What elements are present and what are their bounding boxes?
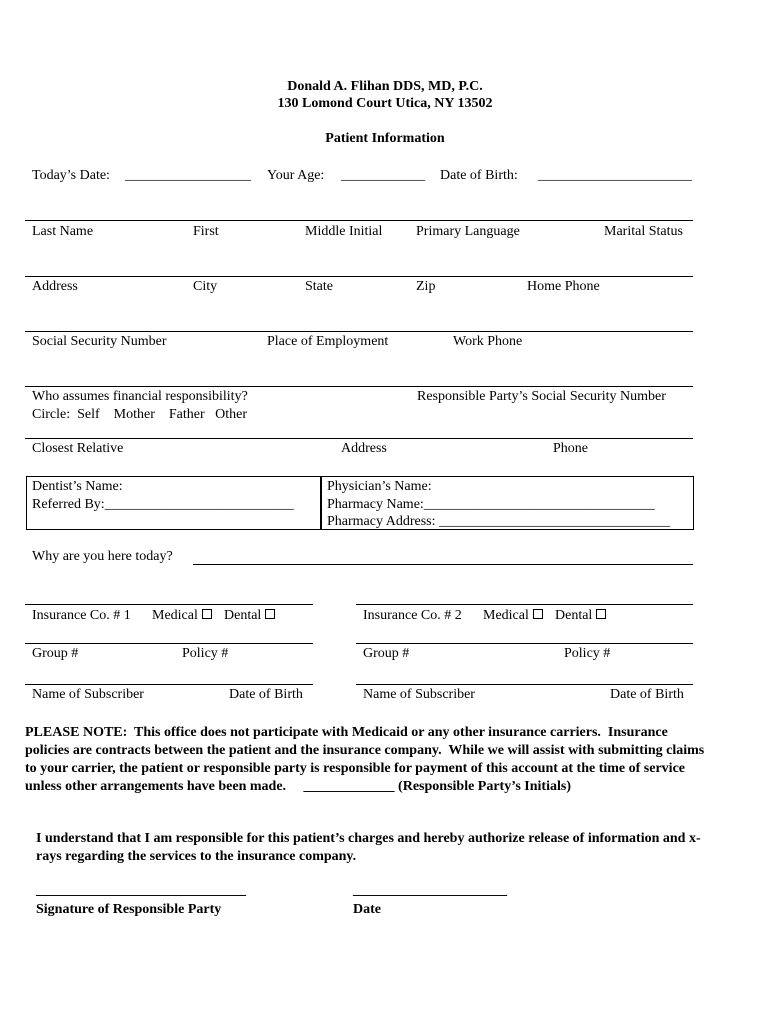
insurance-notice: PLEASE NOTE: This office does not participate with Medicaid or any other insurance carriers. Insurance policies are contracts between the patient and the insurance company. While we will assist with submitting claims to your carrier, the patient or responsible party is responsible for payment of this account at the time of service unless other arrangements have been made. _____________ (Responsible Party’s Initials) — [25, 725, 708, 794]
relative-phone-label: Phone — [553, 441, 588, 456]
primary-language-label: Primary Language — [416, 224, 520, 239]
responsible-ssn-label: Responsible Party’s Social Security Number — [417, 389, 666, 404]
insurance2-dental-option[interactable] — [555, 609, 606, 623]
insurance1-policy-label: Policy # — [182, 646, 229, 661]
insurance1-medical-option[interactable] — [152, 609, 212, 623]
insurance2-group-label: Group # — [363, 646, 410, 661]
date-line[interactable]: ______________________ — [353, 883, 507, 898]
ssn-input-line[interactable] — [25, 331, 693, 332]
todays-date-label: Today’s Date: — [32, 168, 110, 183]
dob-field[interactable]: ______________________ — [538, 168, 692, 183]
insurance2-line[interactable] — [356, 643, 693, 644]
home-phone-label: Home Phone — [527, 279, 600, 294]
insurance1-subscriber-label: Name of Subscriber — [32, 687, 144, 702]
name-input-line[interactable] — [25, 220, 693, 221]
referred-by-field[interactable]: Referred By:___________________________ — [32, 497, 294, 512]
work-phone-label: Work Phone — [453, 334, 523, 349]
date-label: Date — [353, 902, 381, 917]
signature-line[interactable]: ______________________________ — [36, 883, 246, 898]
insurance1-dental-option[interactable] — [224, 609, 275, 623]
employment-label: Place of Employment — [267, 334, 389, 349]
city-label: City — [193, 279, 218, 294]
physician-name-label[interactable]: Physician’s Name: — [327, 479, 432, 494]
closest-relative-label: Closest Relative — [32, 441, 124, 456]
insurance2-policy-label: Policy # — [564, 646, 611, 661]
address-input-line[interactable] — [25, 276, 693, 277]
your-age-field[interactable]: ____________ — [341, 168, 425, 183]
todays-date-field[interactable]: __________________ — [125, 168, 251, 183]
dob-label: Date of Birth: — [440, 168, 518, 183]
practice-address: 130 Lomond Court Utica, NY 13502 — [277, 96, 493, 111]
insurance1-line[interactable] — [25, 643, 313, 644]
circle-options[interactable]: Circle: Self Mother Father Other — [32, 407, 248, 422]
insurance2-group-line[interactable] — [356, 684, 693, 685]
last-name-label: Last Name — [32, 224, 94, 239]
form-title: Patient Information — [325, 131, 445, 146]
insurance1-dob-label: Date of Birth — [229, 687, 303, 702]
insurance2-dental-label: Dental — [555, 608, 593, 623]
insurance1-top-line — [25, 604, 313, 605]
insurance1-group-label: Group # — [32, 646, 79, 661]
insurance2-top-line — [356, 604, 693, 605]
insurance1-medical-label: Medical — [152, 608, 198, 623]
checkbox-icon[interactable] — [265, 609, 275, 619]
middle-initial-label: Middle Initial — [305, 224, 383, 239]
checkbox-icon[interactable] — [596, 609, 606, 619]
why-here-label: Why are you here today? — [32, 549, 173, 564]
authorization-statement: I understand that I am responsible for this patient’s charges and hereby authorize release of information and x-rays regarding the services to the insurance company. — [36, 831, 701, 864]
address-label: Address — [32, 279, 78, 294]
practice-name: Donald A. Flihan DDS, MD, P.C. — [287, 79, 483, 94]
checkbox-icon[interactable] — [533, 609, 543, 619]
insurance2-label: Insurance Co. # 2 — [363, 608, 462, 623]
why-here-line[interactable] — [193, 564, 693, 565]
ssn-label: Social Security Number — [32, 334, 167, 349]
insurance2-medical-option[interactable] — [483, 609, 543, 623]
zip-label: Zip — [416, 279, 436, 294]
insurance2-subscriber-label: Name of Subscriber — [363, 687, 475, 702]
insurance1-label: Insurance Co. # 1 — [32, 608, 131, 623]
first-name-label: First — [193, 224, 219, 239]
insurance1-dental-label: Dental — [224, 608, 262, 623]
marital-status-label: Marital Status — [604, 224, 683, 239]
pharmacy-address-field[interactable]: Pharmacy Address: _________________________________ — [327, 514, 670, 529]
relative-address-label: Address — [341, 441, 387, 456]
signature-label: Signature of Responsible Party — [36, 902, 222, 917]
financial-input-line[interactable] — [25, 386, 693, 387]
pharmacy-name-field[interactable]: Pharmacy Name:_________________________________ — [327, 497, 655, 512]
your-age-label: Your Age: — [267, 168, 325, 183]
insurance2-medical-label: Medical — [483, 608, 529, 623]
insurance1-group-line[interactable] — [25, 684, 313, 685]
insurance2-dob-label: Date of Birth — [610, 687, 684, 702]
dentist-name-label[interactable]: Dentist’s Name: — [32, 479, 123, 494]
checkbox-icon[interactable] — [202, 609, 212, 619]
state-label: State — [305, 279, 333, 294]
financial-responsibility-label: Who assumes financial responsibility? — [32, 389, 248, 404]
relative-input-line[interactable] — [25, 438, 693, 439]
